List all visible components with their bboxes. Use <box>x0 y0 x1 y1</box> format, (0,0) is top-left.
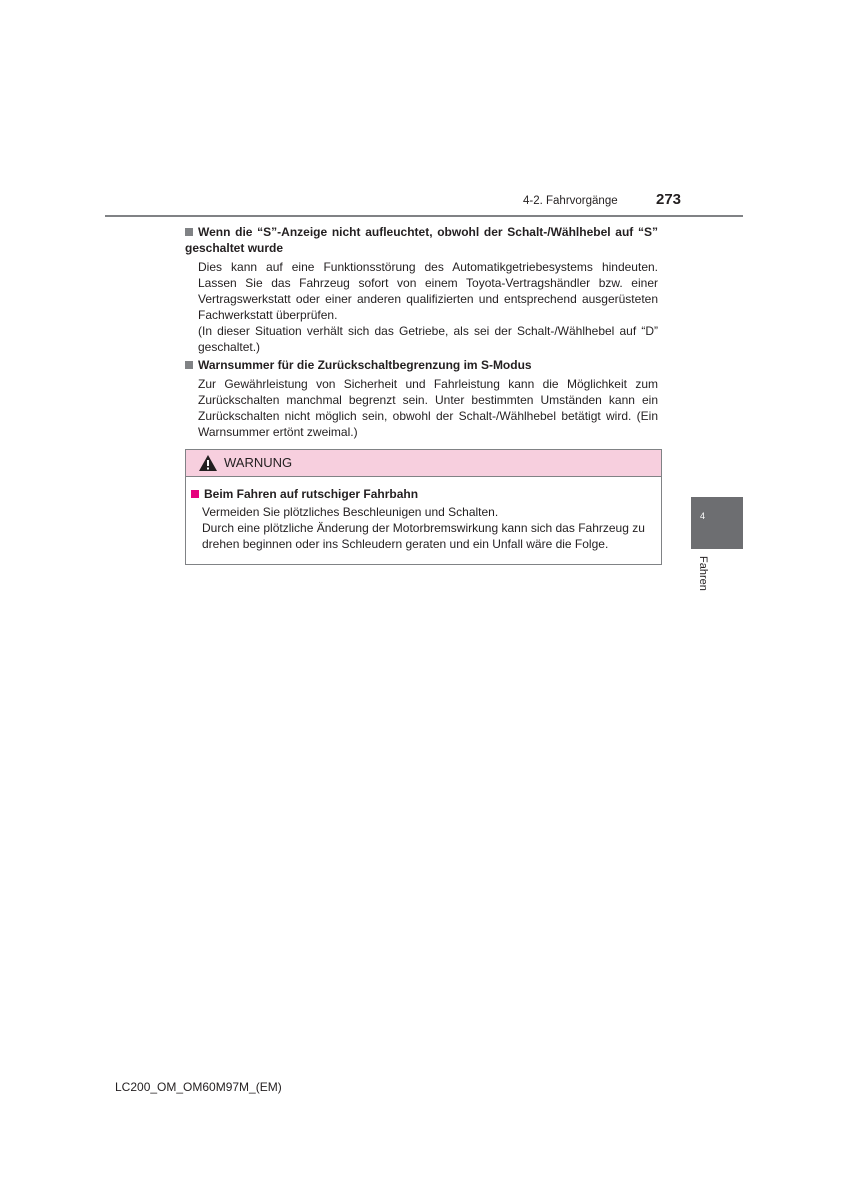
bullet-square-icon <box>191 490 199 498</box>
bullet-square-icon <box>185 228 193 236</box>
header-rule <box>105 215 743 217</box>
warning-label: WARNUNG <box>224 455 293 470</box>
warning-header <box>186 450 661 477</box>
chapter-label: Fahren <box>697 556 709 591</box>
section-heading: Warnsummer für die Zurückschaltbegrenzung im S-Modus <box>185 357 658 373</box>
section-title: 4-2. Fahrvorgänge <box>523 195 618 207</box>
section-s-indicator <box>185 224 658 355</box>
chapter-tab <box>691 497 743 549</box>
warning-line: Vermeiden Sie plötzliches Beschleunigen und Schalten. <box>202 505 499 519</box>
bullet-square-icon <box>185 361 193 369</box>
warning-content <box>191 486 653 552</box>
chapter-number: 4 <box>700 511 706 521</box>
warning-triangle-icon <box>198 454 218 472</box>
section-body: Zur Gewährleistung von Sicherheit und Fahrleistung kann die Möglichkeit zum Zurückschalten manchmal begrenzt sein. Unter bestimmten Umständen kann ein Zurückschalten nicht möglich sein, obwohl der Schalt-/Wählhebel betätigt wird. (Ein Warnsummer ertönt zweimal.) <box>198 377 658 439</box>
footer-code: LC200_OM_OM60M97M_(EM) <box>115 1080 282 1094</box>
section-note: (In dieser Situation verhält sich das Getriebe, als sei der Schalt-/Wählhebel auf “D” geschaltet.) <box>198 324 658 354</box>
warning-line: Durch eine plötzliche Änderung der Motorbremswirkung kann sich das Fahrzeug zu drehen beginnen oder ins Schleudern geraten und ein Unfall wäre die Folge. <box>202 521 645 551</box>
section-downshift-buzzer <box>185 357 658 440</box>
warning-box <box>185 449 662 565</box>
warning-heading: Beim Fahren auf rutschiger Fahrbahn <box>191 486 653 502</box>
page-number: 273 <box>656 191 682 208</box>
section-body: Dies kann auf eine Funktionsstörung des Automatikgetriebesystems hindeuten. Lassen Sie das Fahrzeug sofort von einem Toyota-Vertragshändler bzw. einer Vertragswerkstatt oder einer anderen qualifizierten und entsprechend ausgerüsteten Fachwerkstatt überprüfen. <box>198 260 658 322</box>
section-heading: Wenn die “S”-Anzeige nicht aufleuchtet, obwohl der Schalt-/Wählhebel auf “S” geschaltet wurde <box>185 225 658 255</box>
